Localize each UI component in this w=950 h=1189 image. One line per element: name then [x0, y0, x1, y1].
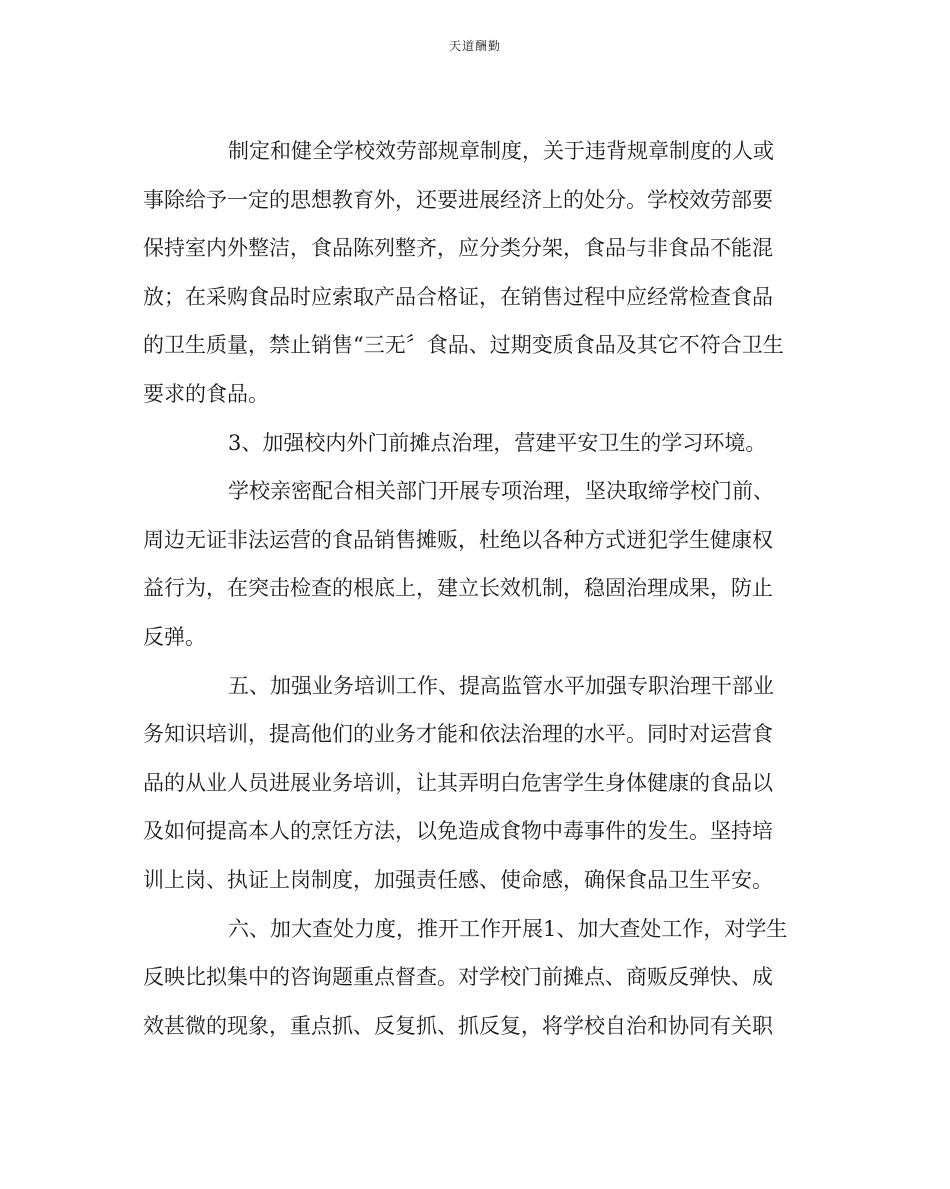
text-line: 事除给予一定的思想教育外，还要进展经济上的处分。学校效劳部要: [143, 187, 773, 212]
text-line: 保持室内外整洁，食品陈列整齐，应分类分架，食品与非食品不能混: [143, 236, 773, 261]
text-line: 五、加强业务培训工作、提高监管水平加强专职治理干部业: [228, 673, 774, 698]
text-line: 3、加强校内外门前摊点治理，营建平安卫生的学习环境。: [228, 430, 767, 455]
text-line: 六、加大查处力度，推开工作开展1、加大查处工作，对学生: [228, 916, 788, 941]
text-line: 制定和健全学校效劳部规章制度，关于违背规章制度的人或: [228, 139, 774, 163]
text-line: 反弹。: [143, 624, 206, 649]
text-line: 效甚微的现象，重点抓、反复抓、抓反复，将学校自治和协同有关职: [143, 1013, 773, 1038]
text-line: 品的从业人员进展业务培训，让其弄明白危害学生身体健康的食品以: [143, 770, 773, 795]
page-header: 天道酬勤: [448, 39, 501, 53]
document-body: [143, 127, 808, 1050]
text-line: 及如何提高本人的烹饪方法，以免造成食物中毒事件的发生。坚持培: [143, 819, 773, 844]
text-line: 反映比拟集中的咨询题重点督查。对学校门前摊点、商贩反弹快、成: [143, 965, 773, 990]
text-line: 要求的食品。: [143, 381, 269, 406]
text-line: 周边无证非法运营的食品销售摊贩，杜绝以各种方式迸犯学生健康权: [143, 527, 773, 552]
text-line: 的卫生质量，禁止销售“三无〞食品、过期变质食品及其它不符合卫生: [143, 333, 784, 358]
text-line: 训上岗、执证上岗制度，加强责任感、使命感，确保食品卫生平安。: [143, 867, 773, 892]
text-line: 学校亲密配合相关部门开展专项治理，坚决取缔学校门前、: [228, 479, 774, 504]
text-line: 放；在采购食品时应索取产品合格证，在销售过程中应经常检查食品: [143, 284, 773, 309]
text-line: 务知识培训，提高他们的业务才能和依法治理的水平。同时对运营食: [143, 722, 773, 747]
text-line: 益行为，在突击检查的根底上，建立长效机制，稳固治理成果，防止: [143, 576, 773, 601]
